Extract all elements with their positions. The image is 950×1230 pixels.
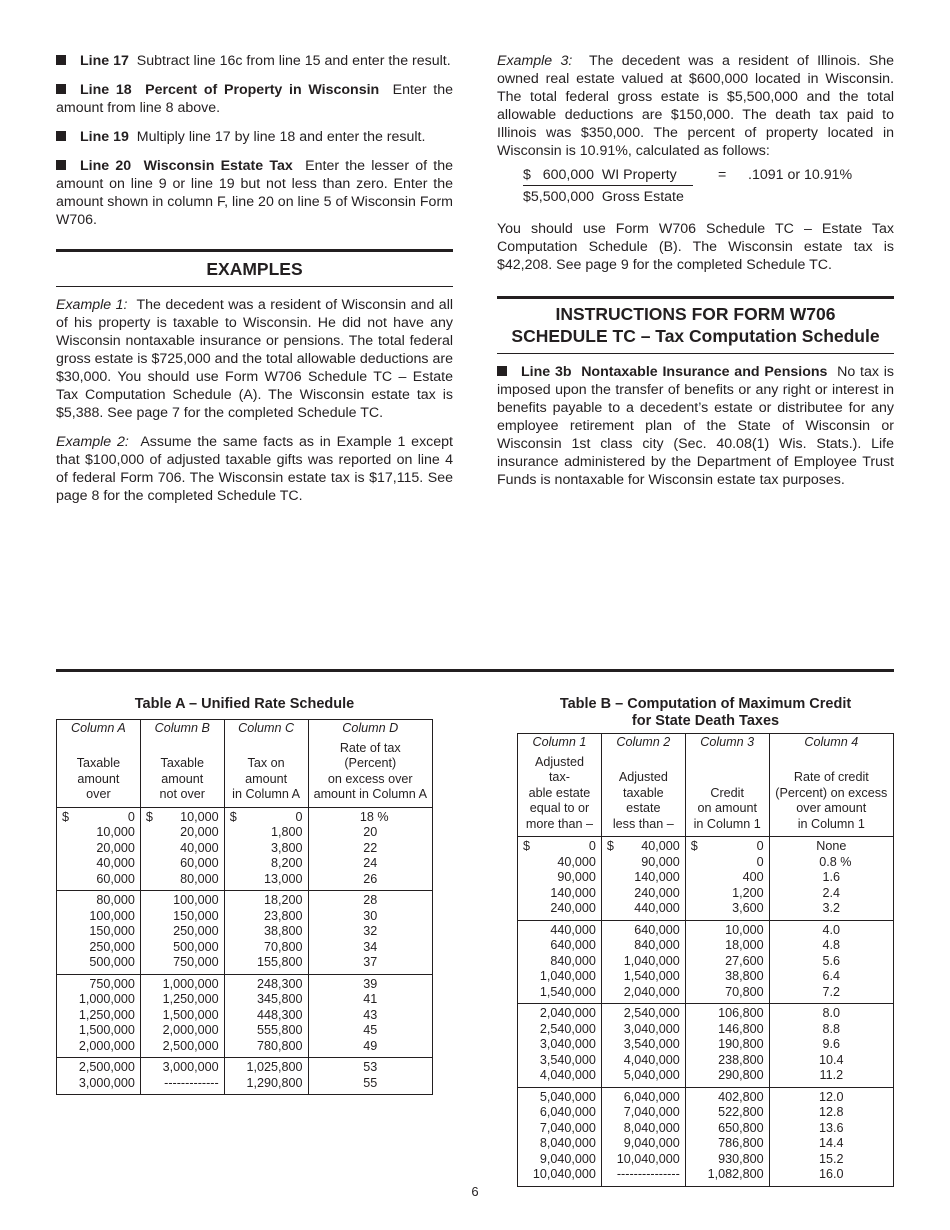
column-header: Taxable amount over xyxy=(57,738,141,808)
cell-value: 38,800 xyxy=(264,924,303,938)
section-divider xyxy=(497,353,894,354)
cell-value xyxy=(523,839,596,855)
fraction-numerator: $ 600,000 WI Property xyxy=(523,167,677,183)
cell-value: 8.0 xyxy=(822,1006,841,1020)
cell-value: 640,000 xyxy=(550,938,596,952)
cell-value: 28 xyxy=(363,893,378,907)
cell-value: 8,040,000 xyxy=(539,1136,596,1150)
cell-value: 27,600 xyxy=(725,953,764,968)
cell-value: 2,500,000 xyxy=(78,1060,135,1074)
cell-value: 9.6 xyxy=(822,1037,841,1051)
table-row-group xyxy=(57,807,433,891)
cell-value: 100,000 xyxy=(89,908,135,923)
cell-value: 522,800 xyxy=(718,1105,764,1119)
cell-value: 150,000 xyxy=(173,908,219,923)
cell-value: 10.4 xyxy=(819,1052,844,1067)
cell-value: 5.6 xyxy=(822,953,841,968)
cell-value: 400 xyxy=(742,870,764,884)
cell-value: 1,000,000 xyxy=(78,992,135,1006)
table-cell xyxy=(140,1058,224,1095)
dollar-sign: $ xyxy=(229,809,237,824)
cell-value: 4,040,000 xyxy=(623,1052,680,1067)
cell-value: 930,800 xyxy=(718,1151,764,1166)
table-row-group xyxy=(518,1087,894,1186)
cell-value: 290,800 xyxy=(718,1068,764,1082)
cell-value: 3,800 xyxy=(271,840,303,855)
cell-value: 8,200 xyxy=(271,856,303,870)
tables-divider xyxy=(56,669,894,672)
cell-value: 12.8 xyxy=(819,1105,844,1119)
column-name: Column 2 xyxy=(601,734,685,752)
cell-value: 43 xyxy=(363,1007,378,1022)
cell-value: 650,800 xyxy=(718,1120,764,1135)
equals-sign: = xyxy=(718,167,727,183)
cell-value: 80,000 xyxy=(180,871,219,886)
table-cell xyxy=(685,837,769,921)
cell-value: 248,300 xyxy=(257,976,303,991)
cell-value: 0.8 % xyxy=(819,854,852,869)
cell-value: 6,040,000 xyxy=(623,1089,680,1104)
cell-value: 26 xyxy=(363,871,378,886)
table-row-group xyxy=(57,974,433,1058)
table-a-unified-rate-schedule xyxy=(56,719,433,1095)
table-cell xyxy=(685,1004,769,1088)
table-cell xyxy=(308,1058,432,1095)
cell-value: 32 xyxy=(363,924,378,938)
cell-value: 3,000,000 xyxy=(162,1060,219,1074)
cell-value: 1,800 xyxy=(271,825,303,839)
cell-value: 3,040,000 xyxy=(539,1037,596,1051)
column-header-row xyxy=(518,752,894,837)
cell-value: 40,000 xyxy=(96,856,135,870)
cell-value xyxy=(607,839,680,855)
cell-value: 2,040,000 xyxy=(623,984,680,999)
examples-heading: EXAMPLES xyxy=(206,259,303,279)
cell-value: 155,800 xyxy=(257,955,303,969)
cell-value: 640,000 xyxy=(634,922,680,937)
example-2: Example 2: Assume the same facts as in Example 1 except that $100,000 of adjusted taxable gifts was reported on line 4 of federal Form 706. The Wisconsin estate tax is $17,115. See page 8 for the completed Schedule TC. xyxy=(56,434,453,504)
dollar-sign: $ xyxy=(690,839,698,853)
amount: 40,000 xyxy=(641,839,680,853)
percent-calculation xyxy=(523,166,894,206)
cell-value: 2,000,000 xyxy=(78,1038,135,1053)
cell-value: 0 xyxy=(756,854,764,869)
cell-value: 500,000 xyxy=(89,955,135,969)
cell-value: 3,000,000 xyxy=(78,1075,135,1090)
table-row-group xyxy=(518,920,894,1004)
column-name: Column 4 xyxy=(769,734,893,752)
cell-value: 10,040,000 xyxy=(616,1151,680,1166)
column-header-row xyxy=(57,738,433,808)
cell-value: 8,040,000 xyxy=(623,1120,680,1135)
table-cell xyxy=(308,807,432,891)
cell-value: 8.8 xyxy=(822,1021,841,1036)
section-divider xyxy=(56,286,453,287)
cell-value: 13,000 xyxy=(264,871,303,886)
cell-value: 250,000 xyxy=(173,924,219,938)
cell-value: 7,040,000 xyxy=(623,1105,680,1119)
cell-value: 440,000 xyxy=(634,901,680,915)
cell-value: 1,540,000 xyxy=(623,969,680,983)
cell-value: 80,000 xyxy=(96,893,135,907)
cell-value: 140,000 xyxy=(634,870,680,884)
cell-value: 1,500,000 xyxy=(162,1007,219,1022)
cell-value: 1,500,000 xyxy=(78,1023,135,1037)
cell-value: 9,040,000 xyxy=(539,1151,596,1166)
cell-value: ------------- xyxy=(164,1075,219,1090)
cell-value: 5,040,000 xyxy=(623,1068,680,1082)
column-header: Rate of credit (Percent) on excess over amount in Column 1 xyxy=(769,752,893,837)
line-3b-instruction: Line 3b Nontaxable Insurance and Pensions No tax is imposed upon the transfer of benefits or any right or interest in benefits payable to a decedent’s estate or distributee for any employee retirement plan of the State of Wisconsin or Wisconsin 1st class city (Sec. 40.08(1) Wis. Stats.). Life insurance administered by the Department of Employee Trust Funds is nontaxable for Wisconsin estate tax purposes. xyxy=(497,364,895,488)
cell-value: 6.4 xyxy=(822,969,841,983)
cell-value: 250,000 xyxy=(89,939,135,954)
cell-value: 448,300 xyxy=(257,1007,303,1022)
cell-value: 106,800 xyxy=(718,1006,764,1020)
cell-value: 780,800 xyxy=(257,1038,303,1053)
table-cell xyxy=(769,1087,893,1186)
column-header: Adjusted taxable estate less than – xyxy=(601,752,685,837)
cell-value: 2,000,000 xyxy=(162,1023,219,1037)
cell-value: 2,540,000 xyxy=(623,1006,680,1020)
cell-value: 37 xyxy=(363,955,378,969)
cell-value: 1,000,000 xyxy=(162,976,219,991)
cell-value: 60,000 xyxy=(180,856,219,870)
table-cell xyxy=(518,1004,602,1088)
cell-value: 2,540,000 xyxy=(539,1021,596,1036)
cell-value: 24 xyxy=(363,856,378,870)
column-header: Taxable amount not over xyxy=(140,738,224,808)
instructions-heading: INSTRUCTIONS FOR FORM W706 SCHEDULE TC – Tax Computation Schedule xyxy=(511,304,880,346)
table-cell xyxy=(140,891,224,975)
column-header: Rate of tax (Percent) on excess over amount in Column A xyxy=(308,738,432,808)
cell-value xyxy=(691,839,764,855)
cell-value: 40,000 xyxy=(180,840,219,855)
dollar-sign: $ xyxy=(606,839,614,853)
column-name: Column 1 xyxy=(518,734,602,752)
example-3: Example 3: The decedent was a resident of Illinois. She owned real estate valued at $600,000 located in Wisconsin. The total federal gross estate is $5,500,000 and the total allowable deductions are $150,000. The death tax paid to Illinois was $350,000. The percent of property located in Wisconsin is 10.91%, calculated as follows: xyxy=(497,53,894,159)
cell-value: 7.2 xyxy=(822,984,841,999)
table-cell xyxy=(601,837,685,921)
table-cell xyxy=(518,1087,602,1186)
table-row-group xyxy=(518,837,894,921)
cell-value: 90,000 xyxy=(557,870,596,884)
table-cell xyxy=(769,1004,893,1088)
table-cell xyxy=(601,1087,685,1186)
cell-value: 2.4 xyxy=(822,885,841,900)
cell-value: 1,250,000 xyxy=(162,992,219,1006)
table-cell xyxy=(601,1004,685,1088)
cell-value: 2,040,000 xyxy=(539,1006,596,1020)
bullet-square-icon xyxy=(56,131,66,141)
fraction-bar xyxy=(523,185,693,186)
column-name-row xyxy=(518,734,894,752)
cell-value: 18 % xyxy=(359,809,389,824)
cell-value: 555,800 xyxy=(257,1023,303,1037)
cell-value: 1,200 xyxy=(732,885,764,900)
cell-value: 7,040,000 xyxy=(539,1120,596,1135)
cell-value: 40,000 xyxy=(557,854,596,869)
cell-value: 10,000 xyxy=(725,922,764,937)
cell-value: 70,800 xyxy=(725,984,764,999)
table-cell xyxy=(224,807,308,891)
bullet-square-icon xyxy=(56,84,66,94)
cell-value: 13.6 xyxy=(819,1120,844,1135)
table-row-group xyxy=(57,891,433,975)
cell-value: 3,600 xyxy=(732,901,764,915)
cell-value: 41 xyxy=(363,992,378,1006)
cell-value: 786,800 xyxy=(718,1136,764,1150)
amount: 0 xyxy=(756,839,764,853)
table-cell xyxy=(685,1087,769,1186)
cell-value: 1,290,800 xyxy=(246,1075,303,1090)
cell-value: 18,000 xyxy=(725,938,764,952)
cell-value: 1,082,800 xyxy=(707,1167,764,1181)
table-cell xyxy=(308,974,432,1058)
table-b-maximum-credit xyxy=(517,733,894,1187)
cell-value: 5,040,000 xyxy=(539,1089,596,1104)
cell-value: 1.6 xyxy=(822,870,841,884)
table-cell xyxy=(769,837,893,921)
column-name: Column C xyxy=(224,720,308,738)
cell-value: 3,040,000 xyxy=(623,1021,680,1036)
cell-value: 9,040,000 xyxy=(623,1136,680,1150)
column-name: Column A xyxy=(57,720,141,738)
cell-value: 1,025,800 xyxy=(246,1060,303,1074)
cell-value: 2,500,000 xyxy=(162,1038,219,1053)
cell-value: 10,040,000 xyxy=(532,1167,596,1181)
example-3-conclusion: You should use Form W706 Schedule TC – Estate Tax Computation Schedule (B). The Wisconsin estate tax is $42,208. See page 9 for the completed Schedule TC. xyxy=(497,221,894,273)
cell-value xyxy=(146,810,219,826)
cell-value: 840,000 xyxy=(634,938,680,952)
cell-value: 90,000 xyxy=(641,854,680,869)
cell-value: 45 xyxy=(363,1023,378,1037)
table-cell xyxy=(57,807,141,891)
cell-value: 60,000 xyxy=(96,871,135,886)
table-cell xyxy=(518,920,602,1004)
right-column xyxy=(497,52,894,500)
line-20-instruction: Line 20 Wisconsin Estate Tax Enter the lesser of the amount on line 9 or line 19 but not less than zero. Enter the amount shown in column F, line 20 on line 5 of Wisconsin Form W706. xyxy=(56,158,453,228)
table-cell xyxy=(308,891,432,975)
cell-value: 750,000 xyxy=(173,955,219,969)
column-name: Column D xyxy=(308,720,432,738)
amount: 0 xyxy=(588,839,596,853)
cell-value: --------------- xyxy=(616,1167,680,1181)
table-cell xyxy=(140,974,224,1058)
column-header: Credit on amount in Column 1 xyxy=(685,752,769,837)
cell-value: 240,000 xyxy=(634,885,680,900)
cell-value: 16.0 xyxy=(819,1167,844,1181)
cell-value: 10,000 xyxy=(96,825,135,839)
cell-value: 750,000 xyxy=(89,976,135,991)
cell-value: 3,540,000 xyxy=(623,1037,680,1051)
cell-value: 500,000 xyxy=(173,939,219,954)
dollar-sign: $ xyxy=(523,839,531,853)
cell-value: 440,000 xyxy=(550,922,596,937)
cell-value: 30 xyxy=(363,908,378,923)
cell-value: 1,250,000 xyxy=(78,1007,135,1022)
cell-value: None xyxy=(816,839,847,853)
cell-value: 1,040,000 xyxy=(623,953,680,968)
table-cell xyxy=(57,974,141,1058)
amount: 0 xyxy=(295,809,303,824)
cell-value: 6,040,000 xyxy=(539,1105,596,1119)
cell-value: 23,800 xyxy=(264,908,303,923)
cell-value: 4.0 xyxy=(822,922,841,937)
dollar-sign: $ xyxy=(62,809,70,824)
cell-value xyxy=(230,810,303,826)
bullet-square-icon xyxy=(497,366,507,376)
fraction-result: .1091 or 10.91% xyxy=(748,167,853,183)
cell-value: 402,800 xyxy=(718,1089,764,1104)
table-cell xyxy=(57,1058,141,1095)
page-number: 6 xyxy=(471,1184,479,1199)
cell-value: 140,000 xyxy=(550,885,596,900)
cell-value: 840,000 xyxy=(550,953,596,968)
column-header: Adjusted tax- able estate equal to or more than – xyxy=(518,752,602,837)
cell-value: 55 xyxy=(363,1075,378,1090)
table-cell xyxy=(224,891,308,975)
cell-value: 39 xyxy=(363,976,378,991)
column-header: Tax on amount in Column A xyxy=(224,738,308,808)
column-name-row xyxy=(57,720,433,738)
cell-value: 3,540,000 xyxy=(539,1052,596,1067)
table-cell xyxy=(140,807,224,891)
cell-value: 20,000 xyxy=(180,825,219,839)
bullet-square-icon xyxy=(56,160,66,170)
cell-value: 22 xyxy=(363,840,378,855)
cell-value: 20,000 xyxy=(96,840,135,855)
amount: 0 xyxy=(127,809,135,824)
table-cell xyxy=(518,837,602,921)
table-cell xyxy=(601,920,685,1004)
cell-value: 18,200 xyxy=(264,893,303,907)
cell-value xyxy=(62,810,135,826)
cell-value: 150,000 xyxy=(89,924,135,938)
table-b-title: Table B – Computation of Maximum Credit for State Death Taxes xyxy=(559,696,852,729)
bullet-square-icon xyxy=(56,55,66,65)
line-17-instruction: Line 17 Subtract line 16c from line 15 and enter the result. xyxy=(56,52,453,70)
cell-value: 240,000 xyxy=(550,901,596,915)
amount: 10,000 xyxy=(180,809,219,824)
cell-value: 38,800 xyxy=(725,969,764,983)
cell-value: 190,800 xyxy=(718,1037,764,1051)
table-cell xyxy=(769,920,893,1004)
cell-value: 12.0 xyxy=(819,1089,844,1104)
table-cell xyxy=(685,920,769,1004)
table-row-group xyxy=(57,1058,433,1095)
cell-value: 4.8 xyxy=(822,938,841,952)
cell-value: 14.4 xyxy=(819,1136,844,1150)
table-cell xyxy=(224,974,308,1058)
fraction-denominator: $5,500,000 Gross Estate xyxy=(523,189,684,205)
cell-value: 4,040,000 xyxy=(539,1068,596,1082)
left-column xyxy=(56,52,453,516)
cell-value: 11.2 xyxy=(819,1068,844,1082)
line-19-instruction: Line 19 Multiply line 17 by line 18 and enter the result. xyxy=(56,128,453,146)
cell-value: 15.2 xyxy=(819,1151,844,1166)
cell-value: 238,800 xyxy=(718,1052,764,1067)
cell-value: 70,800 xyxy=(264,939,303,954)
table-row-group xyxy=(518,1004,894,1088)
example-1: Example 1: The decedent was a resident of Wisconsin and all of his property is taxable to Wisconsin. He did not have any Wisconsin nontaxable insurance or pensions. The total federal gross estate is $725,000 and the total allowable deductions are $30,000. You should use Form W706 Schedule TC – Estate Tax Computation Schedule (A). The Wisconsin estate tax is $5,388. See page 7 for the completed Schedule TC. xyxy=(56,297,453,421)
table-a-title: Table A – Unified Rate Schedule xyxy=(134,696,355,712)
dollar-sign: $ xyxy=(145,809,153,824)
cell-value: 20 xyxy=(363,825,378,839)
column-name: Column 3 xyxy=(685,734,769,752)
column-name: Column B xyxy=(140,720,224,738)
cell-value: 34 xyxy=(363,939,378,954)
cell-value: 345,800 xyxy=(257,992,303,1006)
line-18-instruction: Line 18 Percent of Property in Wisconsin Enter the amount from line 8 above. xyxy=(56,82,453,116)
table-cell xyxy=(57,891,141,975)
cell-value: 53 xyxy=(363,1060,378,1074)
cell-value: 146,800 xyxy=(718,1021,764,1036)
cell-value: 100,000 xyxy=(173,893,219,907)
cell-value: 1,040,000 xyxy=(539,969,596,983)
cell-value: 49 xyxy=(363,1038,378,1053)
table-cell xyxy=(224,1058,308,1095)
cell-value: 3.2 xyxy=(822,901,841,915)
cell-value: 1,540,000 xyxy=(539,984,596,999)
